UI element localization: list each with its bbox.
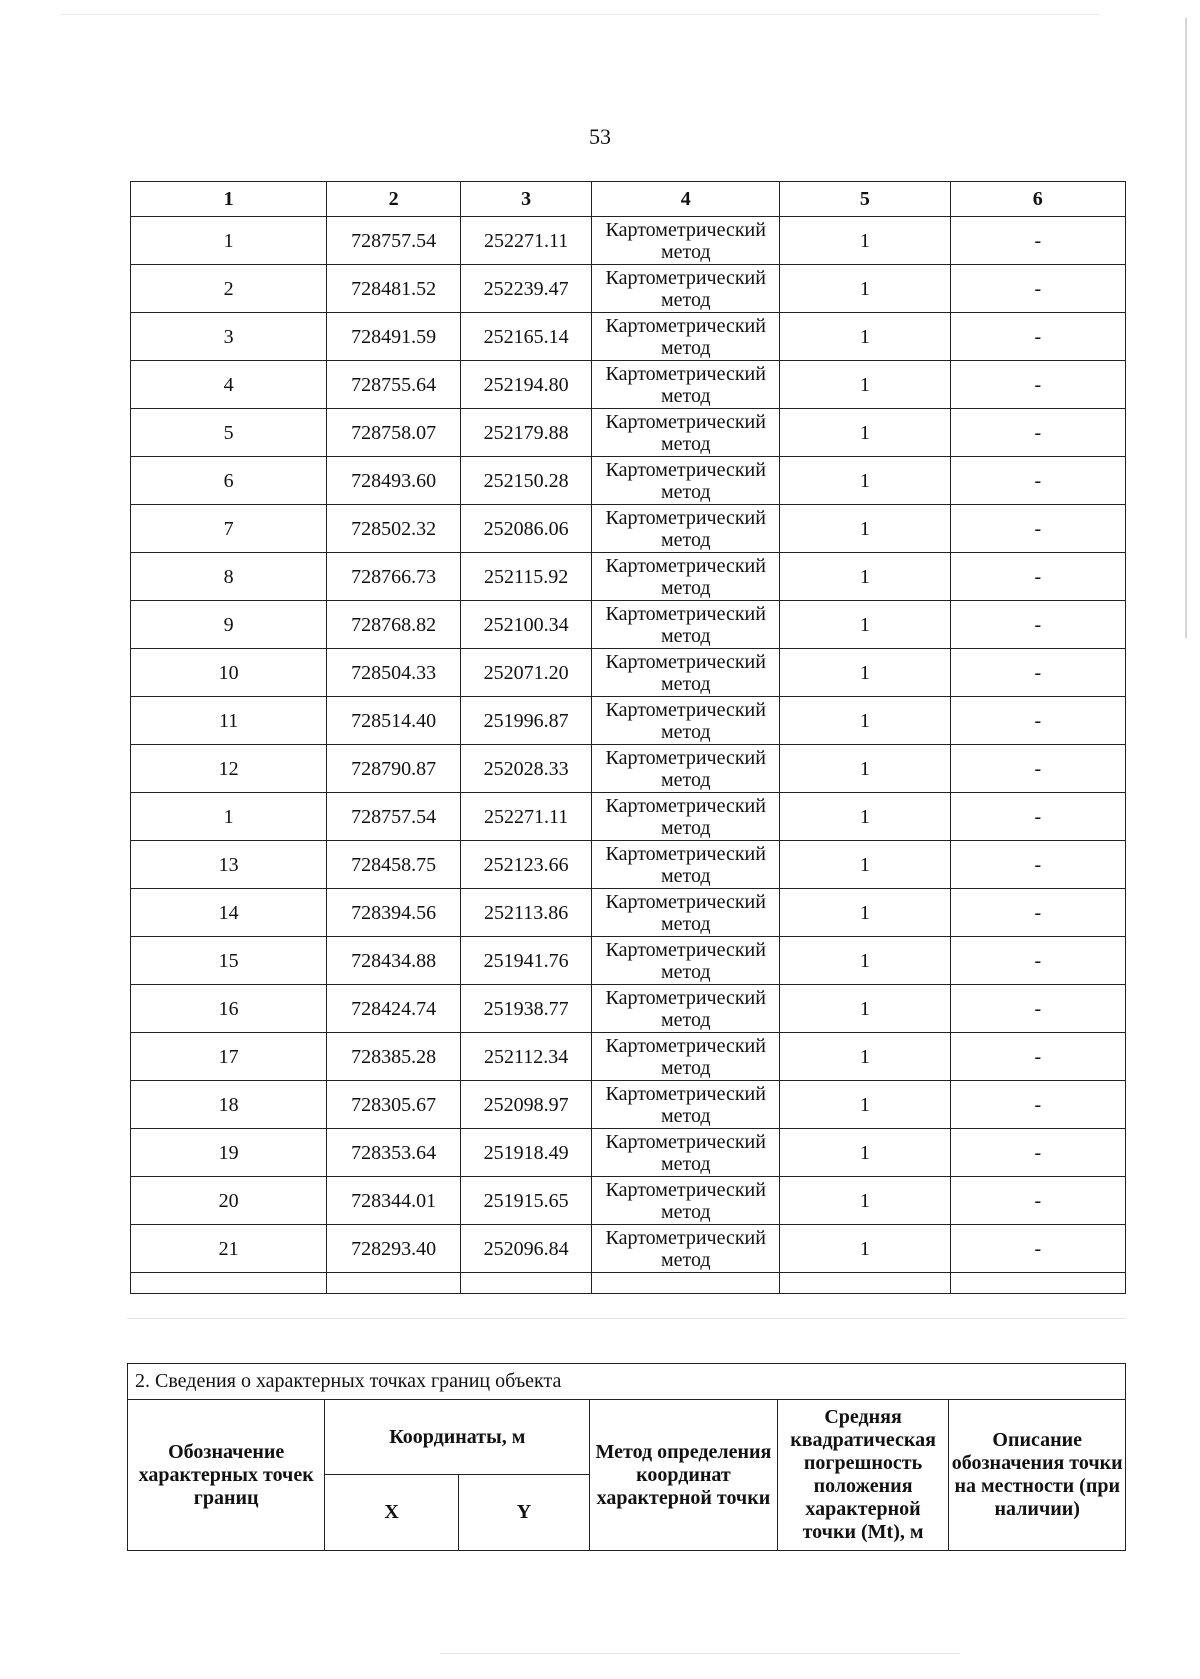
cell-point: 19 [131, 1129, 327, 1177]
method-text: Картометрический метод [605, 1178, 766, 1223]
cell-y: 252098.97 [460, 1081, 592, 1129]
cell-mean-error: 1 [780, 601, 950, 649]
empty-cell [780, 1273, 950, 1294]
cell-mean-error: 1 [780, 889, 950, 937]
cell-point: 16 [131, 985, 327, 1033]
table-row [131, 601, 1126, 649]
cell-point: 12 [131, 745, 327, 793]
table-row [131, 265, 1126, 313]
cell-y: 252271.11 [460, 793, 592, 841]
cell-mean-error: 1 [780, 1225, 950, 1273]
cell-y: 252194.80 [460, 361, 592, 409]
cell-y: 251938.77 [460, 985, 592, 1033]
table-row [131, 409, 1126, 457]
method-text: Картометрический метод [605, 602, 766, 647]
table-row [131, 745, 1126, 793]
cell-x: 728394.56 [327, 889, 461, 937]
cell-mean-error: 1 [780, 1177, 950, 1225]
empty-cell [950, 1273, 1125, 1294]
cell-y: 252150.28 [460, 457, 592, 505]
cell-point: 4 [131, 361, 327, 409]
cell-x: 728491.59 [327, 313, 461, 361]
cell-method [592, 889, 780, 937]
section-2-table [127, 1363, 1126, 1551]
cell-description: - [950, 697, 1125, 745]
cell-x: 728385.28 [327, 1033, 461, 1081]
method-text: Картометрический метод [605, 218, 766, 263]
empty-cell [327, 1273, 461, 1294]
method-text: Картометрический метод [605, 794, 766, 839]
method-text: Картометрический метод [605, 890, 766, 935]
method-text: Картометрический метод [605, 842, 766, 887]
cell-method [592, 697, 780, 745]
table-row [131, 361, 1126, 409]
cell-point: 5 [131, 409, 327, 457]
table-row [131, 937, 1126, 985]
table-row [131, 505, 1126, 553]
method-text: Картометрический метод [605, 986, 766, 1031]
cell-method [592, 601, 780, 649]
cell-point: 21 [131, 1225, 327, 1273]
cell-description: - [950, 601, 1125, 649]
cell-point: 1 [131, 793, 327, 841]
method-text: Картометрический метод [605, 698, 766, 743]
cell-method [592, 649, 780, 697]
method-text: Картометрический метод [605, 1226, 766, 1271]
table-row [131, 217, 1126, 265]
cell-x: 728424.74 [327, 985, 461, 1033]
method-text: Картометрический метод [605, 458, 766, 503]
table-row [131, 649, 1126, 697]
cell-description: - [950, 841, 1125, 889]
cell-description: - [950, 889, 1125, 937]
cell-point: 20 [131, 1177, 327, 1225]
cell-x: 728514.40 [327, 697, 461, 745]
cell-y: 252112.34 [460, 1033, 592, 1081]
method-text: Картометрический метод [605, 554, 766, 599]
cell-point: 10 [131, 649, 327, 697]
method-text: Картометрический метод [605, 362, 766, 407]
cell-point: 6 [131, 457, 327, 505]
cell-mean-error: 1 [780, 217, 950, 265]
cell-description: - [950, 1033, 1125, 1081]
method-text: Картометрический метод [605, 1130, 766, 1175]
cell-y: 252165.14 [460, 313, 592, 361]
cell-method [592, 841, 780, 889]
header-y: Y [458, 1475, 589, 1551]
cell-y: 252028.33 [460, 745, 592, 793]
cell-method [592, 1129, 780, 1177]
table-row [131, 985, 1126, 1033]
method-text: Картометрический метод [605, 314, 766, 359]
cell-description: - [950, 217, 1125, 265]
cell-mean-error: 1 [780, 409, 950, 457]
cell-mean-error: 1 [780, 1081, 950, 1129]
method-text: Картометрический метод [605, 1034, 766, 1079]
cell-method [592, 265, 780, 313]
header-coordinates: Координаты, м [325, 1400, 590, 1475]
cell-point: 7 [131, 505, 327, 553]
header-description: Описание обозначения точки на местности (при наличии) [949, 1400, 1126, 1551]
cell-x: 728766.73 [327, 553, 461, 601]
cell-description: - [950, 1081, 1125, 1129]
cell-method [592, 1225, 780, 1273]
cell-y: 252096.84 [460, 1225, 592, 1273]
method-text: Картометрический метод [605, 746, 766, 791]
coordinates-table [130, 181, 1126, 1294]
table-row [131, 1129, 1126, 1177]
method-text: Картометрический метод [605, 266, 766, 311]
column-number: 6 [950, 182, 1125, 217]
cell-mean-error: 1 [780, 553, 950, 601]
cell-method [592, 505, 780, 553]
cell-mean-error: 1 [780, 1033, 950, 1081]
column-number: 5 [780, 182, 950, 217]
cell-x: 728757.54 [327, 217, 461, 265]
cell-method [592, 313, 780, 361]
cell-y: 251915.65 [460, 1177, 592, 1225]
cell-y: 252100.34 [460, 601, 592, 649]
cell-method [592, 361, 780, 409]
cell-point: 14 [131, 889, 327, 937]
method-text: Картометрический метод [605, 938, 766, 983]
cell-description: - [950, 985, 1125, 1033]
cell-description: - [950, 745, 1125, 793]
cell-description: - [950, 505, 1125, 553]
cell-point: 11 [131, 697, 327, 745]
cell-method [592, 937, 780, 985]
cell-x: 728493.60 [327, 457, 461, 505]
cell-mean-error: 1 [780, 745, 950, 793]
empty-cell [460, 1273, 592, 1294]
cell-y: 252123.66 [460, 841, 592, 889]
cell-point: 1 [131, 217, 327, 265]
cell-mean-error: 1 [780, 841, 950, 889]
empty-row [131, 1273, 1126, 1294]
cell-mean-error: 1 [780, 649, 950, 697]
cell-x: 728790.87 [327, 745, 461, 793]
cell-point: 18 [131, 1081, 327, 1129]
table-row [131, 1177, 1126, 1225]
cell-mean-error: 1 [780, 937, 950, 985]
cell-point: 2 [131, 265, 327, 313]
table-row [131, 1225, 1126, 1273]
column-number: 2 [327, 182, 461, 217]
cell-description: - [950, 313, 1125, 361]
cell-x: 728305.67 [327, 1081, 461, 1129]
cell-point: 3 [131, 313, 327, 361]
cell-y: 252086.06 [460, 505, 592, 553]
column-number: 4 [592, 182, 780, 217]
table-row [131, 1081, 1126, 1129]
cell-x: 728755.64 [327, 361, 461, 409]
cell-method [592, 553, 780, 601]
cell-method [592, 217, 780, 265]
cell-y: 252271.11 [460, 217, 592, 265]
cell-y: 251996.87 [460, 697, 592, 745]
table-row [131, 313, 1126, 361]
header-point-designation: Обозначение характерных точек границ [128, 1400, 325, 1551]
table-row [131, 697, 1126, 745]
cell-x: 728502.32 [327, 505, 461, 553]
column-number: 3 [460, 182, 592, 217]
header-mean-error: Средняя квадратическая погрешность положения характерной точки (Mt), м [777, 1400, 949, 1551]
empty-cell [131, 1273, 327, 1294]
method-text: Картометрический метод [605, 410, 766, 455]
cell-point: 9 [131, 601, 327, 649]
cell-mean-error: 1 [780, 265, 950, 313]
cell-y: 252239.47 [460, 265, 592, 313]
cell-x: 728758.07 [327, 409, 461, 457]
cell-description: - [950, 553, 1125, 601]
cell-description: - [950, 937, 1125, 985]
cell-mean-error: 1 [780, 313, 950, 361]
cell-method [592, 409, 780, 457]
cell-x: 728434.88 [327, 937, 461, 985]
table-row [131, 553, 1126, 601]
table-row [131, 793, 1126, 841]
column-number: 1 [131, 182, 327, 217]
header-method: Метод определения координат характерной точки [590, 1400, 777, 1551]
cell-y: 251941.76 [460, 937, 592, 985]
cell-point: 17 [131, 1033, 327, 1081]
table-row [131, 889, 1126, 937]
coordinates-table-body [131, 217, 1126, 1294]
cell-method [592, 793, 780, 841]
scan-edge-right [1185, 18, 1187, 638]
empty-cell [592, 1273, 780, 1294]
cell-method [592, 1081, 780, 1129]
cell-mean-error: 1 [780, 697, 950, 745]
cell-point: 8 [131, 553, 327, 601]
section-2-title: 2. Сведения о характерных точках границ объекта [128, 1364, 1126, 1400]
cell-description: - [950, 1129, 1125, 1177]
cell-method [592, 1177, 780, 1225]
cell-x: 728344.01 [327, 1177, 461, 1225]
cell-description: - [950, 265, 1125, 313]
cell-y: 252113.86 [460, 889, 592, 937]
method-text: Картометрический метод [605, 506, 766, 551]
cell-y: 252071.20 [460, 649, 592, 697]
column-number-row [131, 182, 1126, 217]
cell-description: - [950, 361, 1125, 409]
cell-description: - [950, 457, 1125, 505]
separator-line [127, 1318, 1126, 1319]
cell-method [592, 985, 780, 1033]
cell-y: 252115.92 [460, 553, 592, 601]
cell-description: - [950, 1225, 1125, 1273]
cell-method [592, 1033, 780, 1081]
cell-x: 728757.54 [327, 793, 461, 841]
cell-point: 13 [131, 841, 327, 889]
cell-mean-error: 1 [780, 793, 950, 841]
cell-x: 728481.52 [327, 265, 461, 313]
cell-point: 15 [131, 937, 327, 985]
cell-description: - [950, 793, 1125, 841]
scan-bottom-line [440, 1653, 960, 1654]
cell-mean-error: 1 [780, 985, 950, 1033]
table-row [131, 841, 1126, 889]
method-text: Картометрический метод [605, 650, 766, 695]
header-x: X [325, 1475, 458, 1551]
method-text: Картометрический метод [605, 1082, 766, 1127]
page-number: 53 [589, 124, 611, 149]
table-row [131, 1033, 1126, 1081]
table-row [131, 457, 1126, 505]
cell-mean-error: 1 [780, 505, 950, 553]
cell-x: 728293.40 [327, 1225, 461, 1273]
cell-x: 728353.64 [327, 1129, 461, 1177]
cell-x: 728458.75 [327, 841, 461, 889]
cell-method [592, 457, 780, 505]
cell-mean-error: 1 [780, 457, 950, 505]
cell-description: - [950, 1177, 1125, 1225]
cell-x: 728768.82 [327, 601, 461, 649]
scan-edge-top [60, 14, 1100, 15]
cell-mean-error: 1 [780, 1129, 950, 1177]
cell-description: - [950, 649, 1125, 697]
cell-x: 728504.33 [327, 649, 461, 697]
cell-mean-error: 1 [780, 361, 950, 409]
cell-method [592, 745, 780, 793]
cell-description: - [950, 409, 1125, 457]
cell-y: 252179.88 [460, 409, 592, 457]
cell-y: 251918.49 [460, 1129, 592, 1177]
